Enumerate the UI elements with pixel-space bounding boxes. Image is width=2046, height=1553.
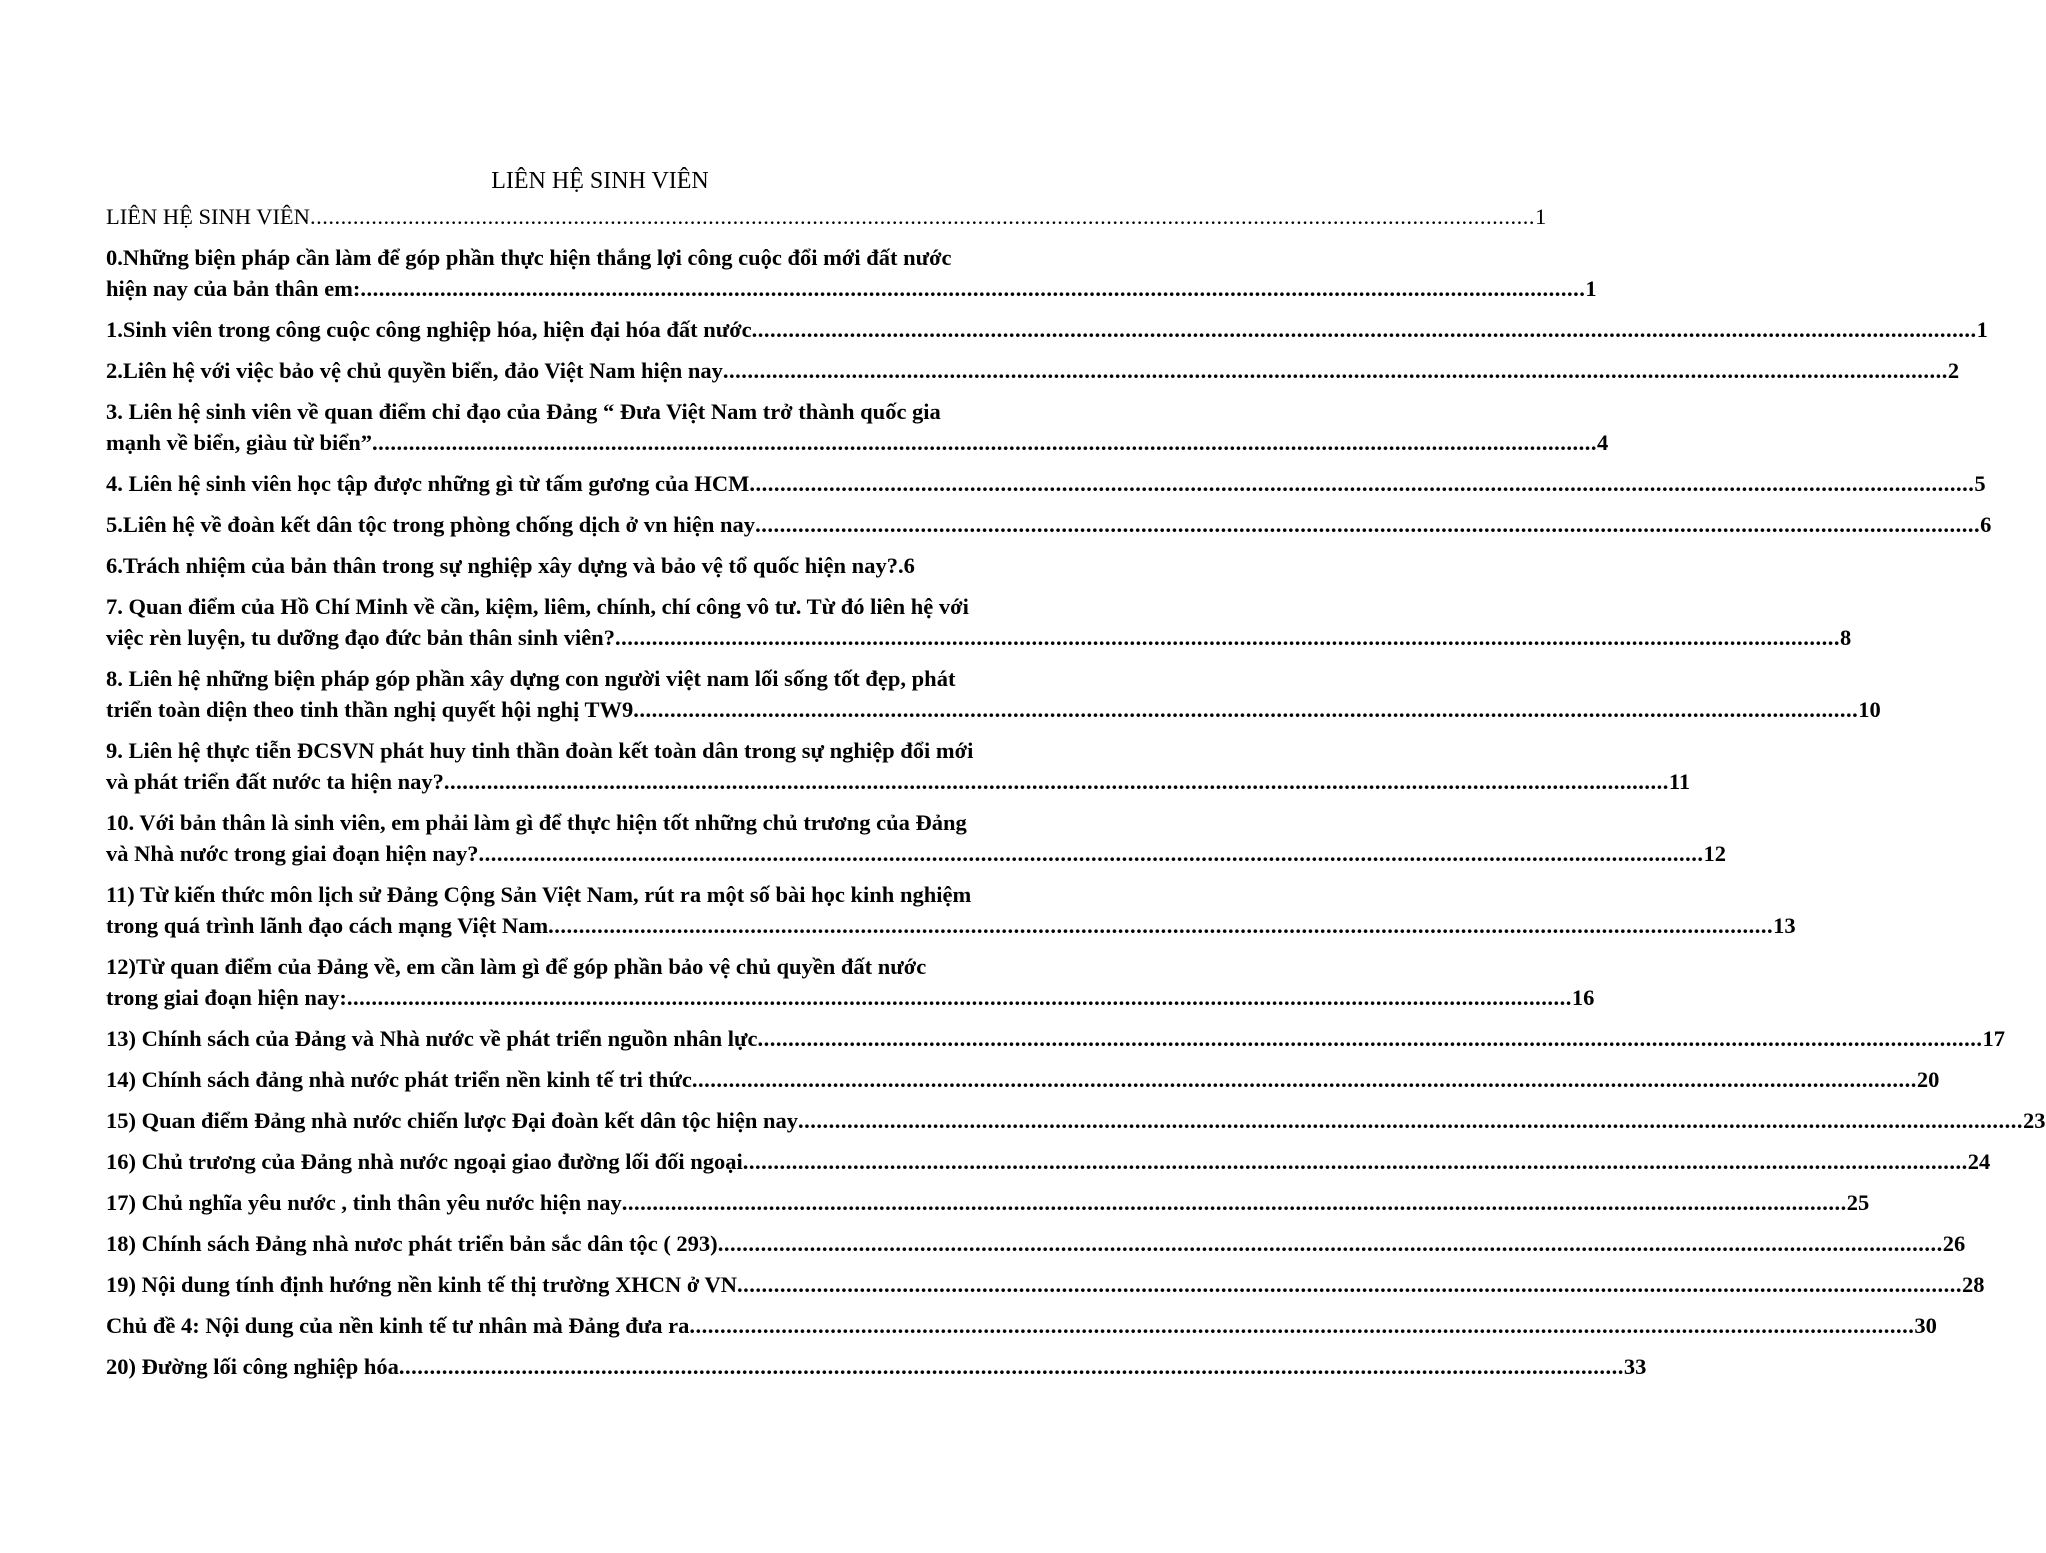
toc-entry-text: và Nhà nước trong giai đoạn hiện nay? [106, 841, 479, 866]
toc-leader-dots: ........................................................................................................................................................................................................ [751, 317, 1977, 342]
toc-page-number: 23 [2023, 1108, 2046, 1133]
toc-entry-text: 17) Chủ nghĩa yêu nước , tinh thân yêu nước hiện nay [106, 1190, 622, 1215]
toc-page-number: 30 [1914, 1313, 1937, 1338]
toc-entry[interactable] [106, 1351, 1647, 1382]
toc-entry[interactable] [106, 1064, 1940, 1095]
toc-entry-text: 16) Chủ trương của Đảng nhà nước ngoại giao đường lối đối ngoại [106, 1149, 743, 1174]
toc-entry[interactable] [106, 314, 1988, 345]
toc-entry[interactable] [106, 355, 1960, 386]
toc-page-number: 12 [1703, 841, 1726, 866]
toc-entry[interactable] [106, 242, 1597, 304]
toc-entry-text: 15) Quan điểm Đảng nhà nước chiến lược Đại đoàn kết dân tộc hiện nay [106, 1108, 799, 1133]
toc-entry[interactable] [106, 201, 1547, 232]
toc-page-number: 25 [1846, 1190, 1870, 1215]
toc-entry[interactable] [106, 396, 1609, 458]
toc-entry[interactable] [106, 1228, 1966, 1259]
toc-leader-dots: ........................................................................................................................................................................................................ [398, 1354, 1624, 1379]
toc-entry[interactable] [106, 550, 1092, 581]
toc-page-number: 16 [1571, 985, 1595, 1010]
toc-leader-dots: ........................................................................................................................................................................................................ [633, 697, 1859, 722]
toc-entry[interactable] [106, 735, 1691, 797]
toc-page-number: 1 [1534, 204, 1547, 229]
toc-entry[interactable] [106, 951, 1595, 1013]
table-of-contents [106, 201, 2046, 1392]
toc-entry-text: 13) Chính sách của Đảng và Nhà nước về phát triển nguồn nhân lực [106, 1026, 758, 1051]
toc-entry-text: 5.Liên hệ về đoàn kết dân tộc trong phòng chống dịch ở vn hiện nay [106, 512, 756, 537]
toc-page-number: 24 [1967, 1149, 1991, 1174]
toc-entry-line: 3. Liên hệ sinh viên về quan điểm chỉ đạo của Đảng “ Đưa Việt Nam trở thành quốc gia [106, 399, 941, 424]
toc-entry-text: việc rèn luyện, tu dưỡng đạo đức bản thân sinh viên? [106, 625, 615, 650]
toc-leader-dots: ........................................................................................................................................................................................................ [755, 512, 1981, 537]
toc-leader-dots: ........................................................................................................................................................................................................ [309, 204, 1535, 229]
toc-page-number: 5 [1974, 471, 1986, 496]
toc-entry-text: Chủ đề 4: Nội dung của nền kinh tế tư nhân mà Đảng đưa ra [106, 1313, 690, 1338]
toc-entry[interactable] [106, 468, 1986, 499]
toc-leader-dots: ........................................................................................................................................................................................................ [372, 430, 1598, 455]
toc-leader-dots: ........................................................................................................................................................................................................ [798, 1108, 2024, 1133]
toc-page-number: 20 [1916, 1067, 1940, 1092]
toc-entry[interactable] [106, 1146, 1991, 1177]
toc-entry-text: và phát triển đất nước ta hiện nay? [106, 769, 444, 794]
toc-entry[interactable] [106, 1269, 1985, 1300]
toc-entry-text: hiện nay của bản thân em: [106, 276, 361, 301]
toc-leader-dots: ........................................................................................................................................................................................................ [742, 1149, 1968, 1174]
toc-leader-dots: ........................................................................................................................................................................................................ [737, 1272, 1962, 1297]
toc-entry[interactable] [106, 879, 1796, 941]
toc-entry-text: 18) Chính sách Đảng nhà nươc phát triển bản sắc dân tộc ( 293) [106, 1231, 718, 1256]
toc-leader-dots: ........................................................................................................................................................................................................ [757, 1026, 1983, 1051]
toc-leader-dots: ........................................................................................................................................................................................................ [722, 358, 1948, 383]
toc-entry-text: trong quá trình lãnh đạo cách mạng Việt Nam [106, 913, 549, 938]
document-title: LIÊN HỆ SINH VIÊN [491, 168, 709, 194]
toc-page-number: 10 [1858, 697, 1881, 722]
toc-entry-text: 4. Liên hệ sinh viên học tập được những gì từ tấm gương của HCM [106, 471, 750, 496]
toc-entry-line: 12)Từ quan điểm của Đảng về, em cần làm gì để góp phần bảo vệ chủ quyền đất nước [106, 954, 927, 979]
toc-leader-dots: ........................................................................................................................................................................................................ [478, 841, 1704, 866]
toc-entry-text: trong giai đoạn hiện nay: [106, 985, 347, 1010]
toc-page-number: 6 [1980, 512, 1992, 537]
toc-page-number: 2 [1947, 358, 1960, 383]
toc-entry-text: 19) Nội dung tính định hướng nền kinh tế thị trường XHCN ở VN [106, 1272, 737, 1297]
toc-page-number: 26 [1942, 1231, 1966, 1256]
toc-entry-text: triển toàn diện theo tinh thần nghị quyết hội nghị TW9 [106, 697, 634, 722]
toc-entry[interactable] [106, 509, 1992, 540]
toc-page-number: 33 [1623, 1354, 1647, 1379]
toc-leader-dots: ........................................................................................................................................................................................................ [621, 1190, 1847, 1215]
toc-entry-text: 1.Sinh viên trong công cuộc công nghiệp hóa, hiện đại hóa đất nước [106, 317, 752, 342]
toc-entry[interactable] [106, 807, 1726, 869]
toc-leader-dots: ........................................................................................................................................................................................................ [749, 471, 1975, 496]
toc-entry-line: 7. Quan điểm của Hồ Chí Minh về cần, kiệm, liêm, chính, chí công vô tư. Từ đó liên hệ với [106, 594, 969, 619]
toc-entry-line: 0.Những biện pháp cần làm để góp phần thực hiện thắng lợi công cuộc đổi mới đất nước [106, 245, 952, 270]
toc-page-number: 4 [1597, 430, 1609, 455]
toc-leader-dots: ........................................................................................................................................................................................................ [548, 913, 1774, 938]
toc-entry-text: 14) Chính sách đảng nhà nước phát triển nền kinh tế tri thức [106, 1067, 692, 1092]
toc-leader-dots: ........................................................................................................................................................................................................ [691, 1067, 1917, 1092]
toc-page-number: 6 [903, 553, 915, 578]
toc-entry[interactable] [106, 1310, 1937, 1341]
toc-entry-line: 8. Liên hệ những biện pháp góp phần xây dựng con người việt nam lối sống tốt đẹp, phát [106, 666, 956, 691]
toc-entry-text: 2.Liên hệ với việc bảo vệ chủ quyền biển, đảo Việt Nam hiện nay [106, 358, 723, 383]
toc-entry-text: 20) Đường lối công nghiệp hóa [106, 1354, 399, 1379]
toc-page-number: 28 [1962, 1272, 1985, 1297]
toc-page-number: 1 [1585, 276, 1597, 301]
toc-page-number: 8 [1839, 625, 1852, 650]
toc-entry[interactable] [106, 663, 1881, 725]
toc-page-number: 11 [1668, 769, 1691, 794]
toc-entry-line: 9. Liên hệ thực tiễn ĐCSVN phát huy tinh thần đoàn kết toàn dân trong sự nghiệp đổi mới [106, 738, 974, 763]
toc-entry-text: 6.Trách nhiệm của bản thân trong sự nghiệp xây dựng và bảo vệ tổ quốc hiện nay?. [106, 553, 904, 578]
toc-entry-text: mạnh về biển, giàu từ biển” [106, 430, 373, 455]
toc-entry[interactable] [106, 591, 1852, 653]
toc-leader-dots: ........................................................................................................................................................................................................ [717, 1231, 1943, 1256]
toc-entry-line: 11) Từ kiến thức môn lịch sử Đảng Cộng Sản Việt Nam, rút ra một số bài học kinh nghiệm [106, 882, 972, 907]
toc-page-number: 17 [1982, 1026, 2005, 1051]
toc-entry-line: 10. Với bản thân là sinh viên, em phải làm gì để thực hiện tốt những chủ trương của Đảng [106, 810, 967, 835]
toc-page-number: 1 [1976, 317, 1988, 342]
toc-leader-dots: ........................................................................................................................................................................................................ [689, 1313, 1915, 1338]
toc-entry[interactable] [106, 1105, 2046, 1136]
toc-entry[interactable] [106, 1187, 1870, 1218]
toc-leader-dots: ........................................................................................................................................................................................................ [614, 625, 1840, 650]
toc-page-number: 13 [1773, 913, 1796, 938]
toc-entry[interactable] [106, 1023, 2005, 1054]
toc-entry-text: LIÊN HỆ SINH VIÊN [106, 204, 310, 229]
toc-leader-dots: ........................................................................................................................................................................................................ [346, 985, 1572, 1010]
toc-leader-dots: ........................................................................................................................................................................................................ [360, 276, 1586, 301]
toc-leader-dots: ........................................................................................................................................................................................................ [443, 769, 1669, 794]
